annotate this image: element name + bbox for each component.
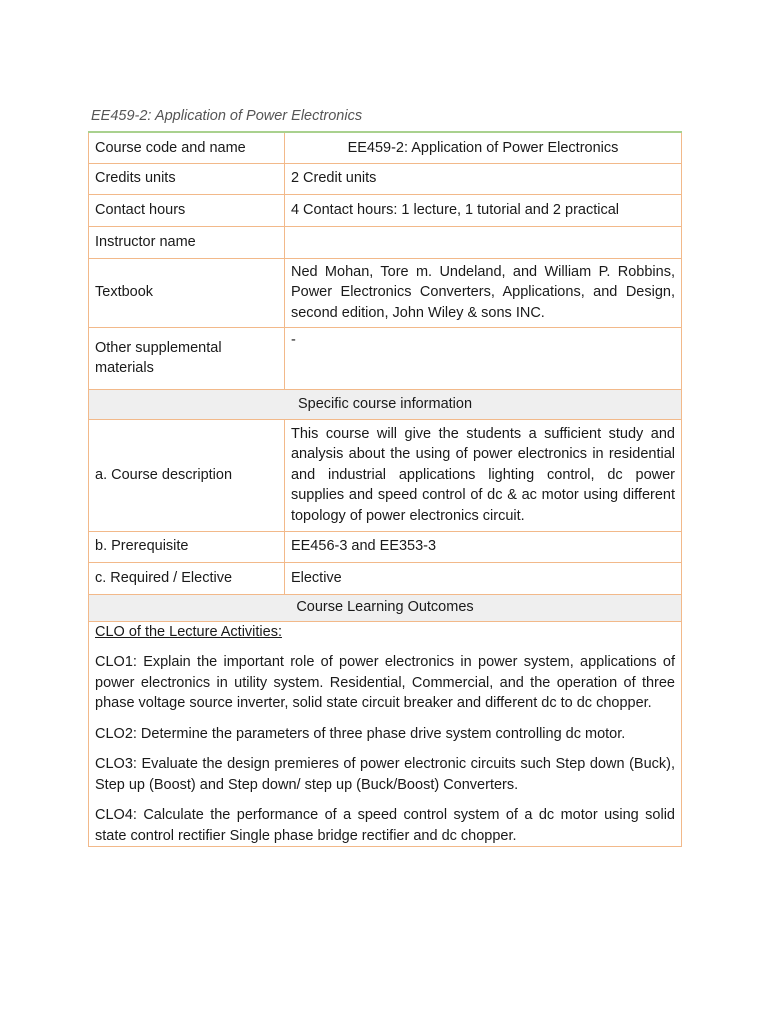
table-row	[89, 132, 682, 163]
table-row	[89, 531, 682, 562]
clo-item: CLO2: Determine the parameters of three phase drive system controlling dc motor.	[95, 725, 626, 742]
table-row	[89, 258, 682, 327]
table-row	[89, 594, 682, 621]
prerequisite-label: b. Prerequisite	[89, 531, 285, 562]
table-row	[89, 389, 682, 419]
textbook-label: Textbook	[89, 258, 285, 327]
clo-cell	[89, 621, 682, 847]
credits-value: 2 Credit units	[284, 163, 681, 194]
credits-label: Credits units	[89, 163, 285, 194]
document-caption: EE459-2: Application of Power Electronics	[91, 108, 363, 124]
supplemental-label: Other supplemental materials	[89, 327, 285, 389]
table-row	[89, 562, 682, 594]
clo-item: CLO3: Evaluate the design premieres of power electronic circuits such Step down (Buck), Step up (Boost) and Step down/ step up (Buck/Boost) Converters.	[95, 756, 675, 793]
table-row	[89, 419, 682, 531]
table-row	[89, 194, 682, 226]
course-description-label: a. Course description	[89, 419, 285, 531]
instructor-value	[284, 226, 681, 258]
course-description-value: This course will give the students a sufficient study and analysis about the using of power electronics in residential and industrial applications lighting control, dc power supplies and speed control of dc & ac motor using different topology of power electronics circuit.	[284, 419, 681, 531]
supplemental-value: -	[284, 327, 681, 389]
course-code-value: EE459-2: Application of Power Electronics	[284, 132, 681, 163]
course-code-label: Course code and name	[89, 132, 285, 163]
course-syllabus-table	[88, 131, 682, 847]
prerequisite-value: EE456-3 and EE353-3	[284, 531, 681, 562]
table-row	[89, 163, 682, 194]
required-elective-value: Elective	[284, 562, 681, 594]
specific-info-section-header: Specific course information	[89, 389, 682, 419]
instructor-label: Instructor name	[89, 226, 285, 258]
textbook-value: Ned Mohan, Tore m. Undeland, and William P. Robbins, Power Electronics Converters, Applications, and Design, second edition, John Wiley & sons INC.	[284, 258, 681, 327]
contact-hours-value: 4 Contact hours: 1 lecture, 1 tutorial and 2 practical	[284, 194, 681, 226]
clo-item: CLO4: Calculate the performance of a speed control system of a dc motor using solid state control rectifier Single phase bridge rectifier and dc chopper.	[95, 807, 675, 844]
table-row	[89, 621, 682, 847]
table-row	[89, 327, 682, 389]
learning-outcomes-section-header: Course Learning Outcomes	[89, 594, 682, 621]
required-elective-label: c. Required / Elective	[89, 562, 285, 594]
contact-hours-label: Contact hours	[89, 194, 285, 226]
clo-item: CLO1: Explain the important role of power electronics in power system, applications of power electronics in utility system. Residential, Commercial, and the operation of three phase voltage source inverter, solid state circuit breaker and different dc to dc chopper.	[95, 654, 675, 711]
clo-heading: CLO of the Lecture Activities:	[95, 623, 282, 640]
table-row	[89, 226, 682, 258]
